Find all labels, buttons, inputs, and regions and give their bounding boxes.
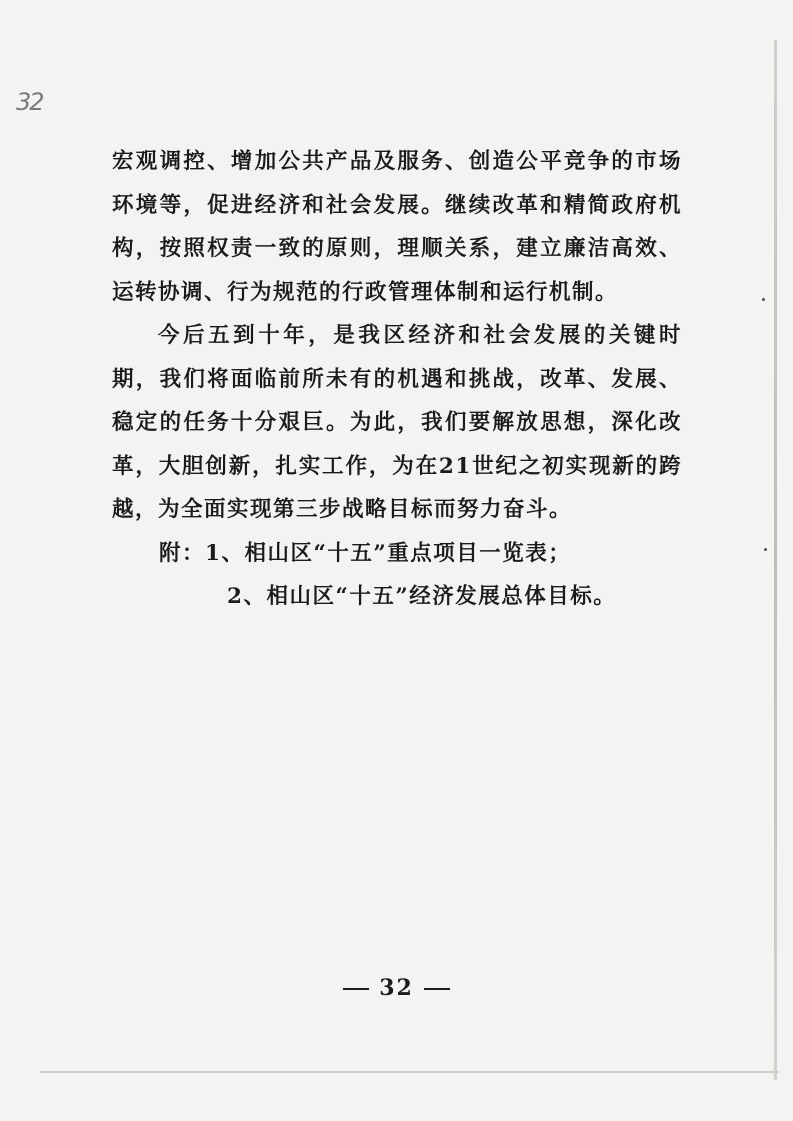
footer-dash-left [343,988,369,990]
body-paragraph-2: 今后五到十年，是我区经济和社会发展的关键时期，我们将面临前所未有的机遇和挑战，改革、发展、稳定的任务十分艰巨。为此，我们要解放思想，深化改革，大胆创新，扎实工作，为在21世纪之初实现新的跨越，为全面实现第三步战略目标而努力奋斗。 [112,323,682,522]
body-paragraph-1: 宏观调控、增加公共产品及服务、创造公平竞争的市场环境等，促进经济和社会发展。继续改革和精简政府机构，按照权责一致的原则，理顺关系，建立廉洁高效、运转协调、行为规范的行政管理体制和运行机制。 [112,149,682,305]
page-number: 32 [379,975,414,1001]
attachment-item-1: 附：1、相山区“十五”重点项目一览表； [159,540,572,566]
scan-speck [762,298,765,301]
scan-edge-bottom [40,1071,779,1073]
attachment-item-2: 2、相山区“十五”经济发展总体目标。 [227,584,617,609]
footer-dash-right [424,988,450,990]
scan-edge-right [774,40,777,1080]
page-footer [0,975,793,1001]
handwritten-page-mark: 32 [16,88,43,116]
document-body [112,140,682,619]
scan-speck [764,548,767,551]
